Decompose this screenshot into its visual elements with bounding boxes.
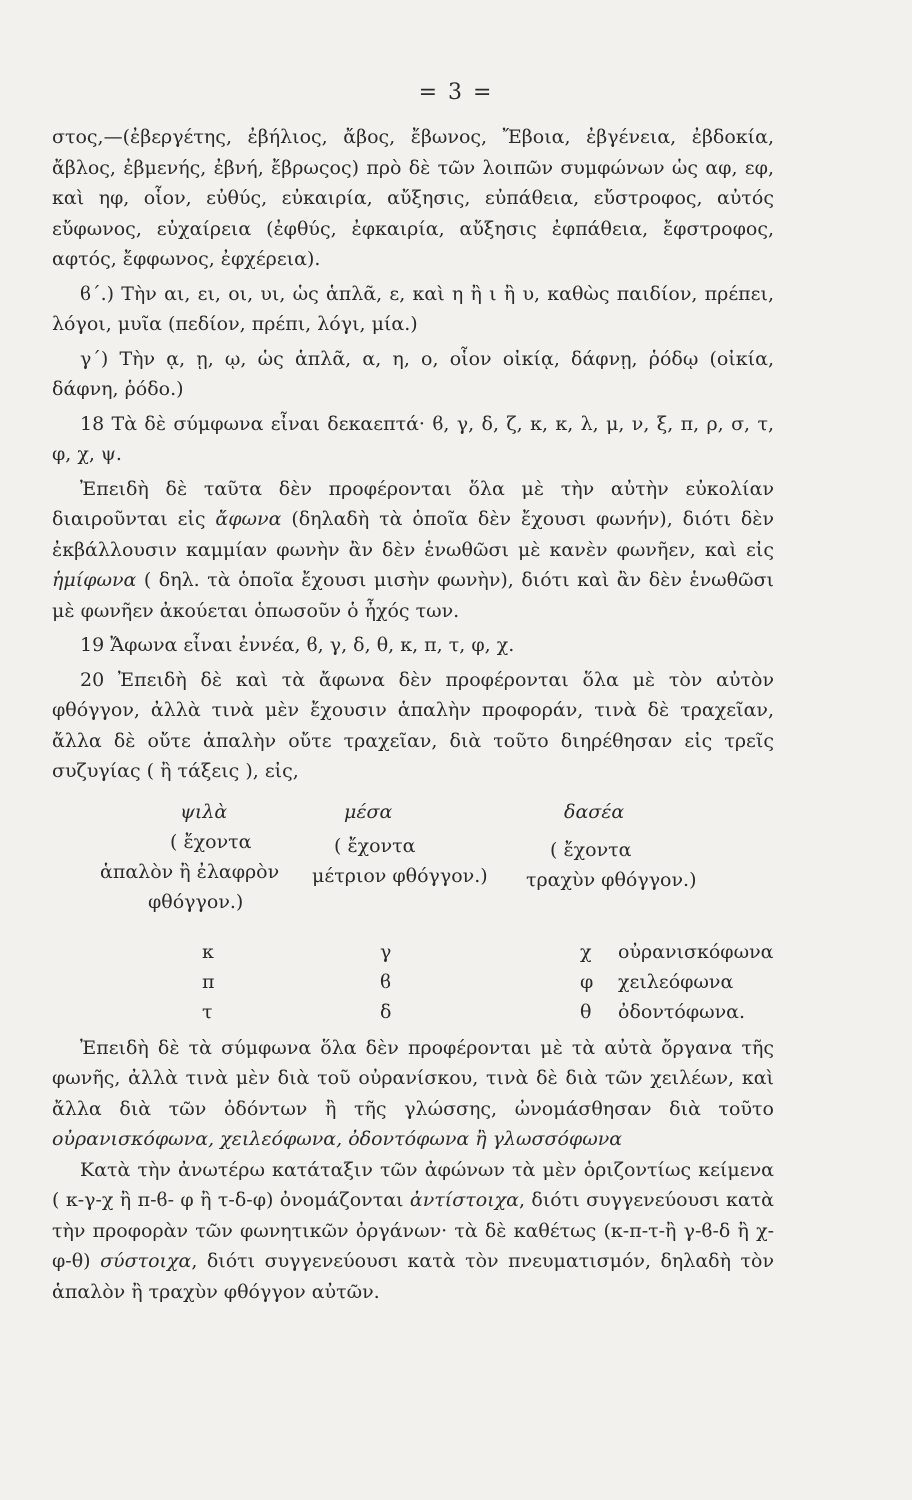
page-number: = 3 = xyxy=(418,80,494,105)
term-imifona: ἡμίφωνα xyxy=(52,569,137,591)
paragraph-eu-pronunciation: στος,—(ἐβεργέτης, ἐβήλιος, ἄβος, ἔβωνος, Ἔβοια, ἐβγένεια, ἐβδοκία, ἄβλος, ἐβμενής, ἐβνή, ἔβρωςος) πρὸ δὲ τῶν λοιπῶν συμφώνων ὡς αφ, εφ, καὶ ηφ, οἷον, εὐθύς, εὐκαιρία, αὔξησις, εὐπάθεια, εὔστροφος, αὐτός εὔφωνος, εὐχαίρεια (ἐφθύς, ἐφκαιρία, αὔξησις ἐφπάθεια, ἔφστροφος, αφτός, ἔφφωνος, ἐφχέρεια). xyxy=(52,126,774,270)
row1-meso: γ xyxy=(380,940,392,963)
section-18-consonants: 18 Τὰ δὲ σύμφωνα εἶναι δεκαεπτά· ϐ, γ, δ, ζ, κ, κ, λ, μ, ν, ξ, π, ρ, σ, τ, φ, χ, ψ. xyxy=(52,412,774,465)
text-span: , διότι συγγενεύουσι κατὰ τὸν πνευματισμόν, δηλαδὴ τὸν ἁπαλὸν ἢ τραχὺν φθόγγον αὐτῶν. xyxy=(52,1250,774,1303)
text-span: ( δηλ. τὰ ὁποῖα ἔχουσι μισὴν φωνὴν), διότι καὶ ἂν δὲν ἑνωθῶσι μὲ φωνῆεν ἀκούεται ὁπωσοῦν ὁ ἦχός των. xyxy=(52,569,774,622)
row3-dasy: θ xyxy=(580,1000,592,1023)
row3-label: ὀδοντόφωνα. xyxy=(618,1000,746,1023)
dasea-desc-1: ( ἔχοντα xyxy=(550,838,632,861)
text-span: (δηλαδὴ τὰ ὁποῖα δὲν ἔχουσι φωνήν), διότι δὲν ἐκβάλλουσιν καμμίαν φωνὴν ἂν δὲν ἑνωθῶσι μὲ κανὲν φωνῆεν, καὶ εἰς xyxy=(52,508,775,561)
term-systoicha: σύστοιχα xyxy=(100,1250,192,1272)
row3-psilo: τ xyxy=(202,1000,213,1023)
term-articulation-names: οὐρανισκόφωνα, χειλεόφωνα, ὀδοντόφωνα ἢ γλωσσόφωνα xyxy=(52,1128,623,1150)
row2-meso: ϐ xyxy=(380,970,392,993)
term-antistoicha: ἀντίστοιχα xyxy=(409,1189,519,1211)
mesa-desc-2: μέτριον φθόγγον.) xyxy=(312,864,488,887)
mesa-desc-1: ( ἔχοντα xyxy=(334,834,416,857)
row3-meso: δ xyxy=(380,1000,392,1023)
mute-letters-table xyxy=(52,937,774,1033)
row1-psilo: κ xyxy=(202,940,214,963)
text-span: , διότι συγγενεύουσι κατὰ τὴν προφορὰν τῶν φωνητικῶν ὀργάνων· τὰ δὲ καθέτως (κ-π-τ-ἢ γ-ϐ-δ ἢ χ-φ-θ) xyxy=(52,1189,774,1272)
mute-classes-columns xyxy=(52,797,774,937)
row2-label: χειλεόφωνα xyxy=(618,970,734,993)
section-20-mute-classes: 20 Ἐπειδὴ δὲ καὶ τὰ ἄφωνα δὲν προφέρονται ὅλα μὲ τὸν αὐτὸν φθόγγον, ἀλλὰ τινὰ μὲν ἔχουσιν ἁπαλὴν προφοράν, τινὰ δὲ τραχεῖαν, ἄλλα δὲ οὔτε ἁπαλὴν οὔτε τραχεῖαν, διὰ τοῦτο διηρέθησαν εἰς τρεῖς συζυγίας ( ἢ τάξεις ), εἰς, xyxy=(52,668,774,782)
paragraph-place-of-articulation xyxy=(52,1033,774,1155)
paragraph-antistoicha-systoicha xyxy=(52,1155,774,1308)
term-afona: ἄφωνα xyxy=(215,508,282,530)
text-span: Ἐπειδὴ δὲ ταῦτα δὲν προφέρονται ὅλα μὲ τὴν αὐτὴν εὐκολίαν διαιροῦνται εἰς xyxy=(52,477,774,530)
main-text xyxy=(52,122,774,1307)
paragraph-gamma-iota-subscript: γ΄) Τὴν ᾳ, ῃ, ῳ, ὡς ἁπλᾶ, α, η, ο, οἷον οἰκίᾳ, δάφνῃ, ῥόδῳ (οἰκία, δάφνη, ῥόδο.) xyxy=(52,347,774,400)
text-span: Ἐπειδὴ δὲ τὰ σύμφωνα ὅλα δὲν προφέρονται μὲ τὰ αὐτὰ ὄργανα τῆς φωνῆς, ἀλλὰ τινὰ μὲν διὰ τοῦ οὐρανίσκου, τινὰ δὲ διὰ τῶν χειλέων, καὶ ἄλλα διὰ τῶν ὀδόντων ἢ τῆς γλώσσης, ὠνομάσθησαν διὰ τοῦτο xyxy=(52,1036,774,1120)
row2-psilo: π xyxy=(202,970,215,993)
text-span: Κατὰ τὴν ἀνωτέρω κατάταξιν τῶν ἀφώνων τὰ μὲν ὁριζοντίως κείμενα ( κ-γ-χ ἢ π-ϐ- φ ἢ τ-δ-φ) ὀνομάζονται xyxy=(52,1158,774,1211)
paragraph-beta-diphthongs: ϐ΄.) Τὴν αι, ει, οι, υι, ὡς ἁπλᾶ, ε, καὶ η ἢ ι ἢ υ, καθὼς παιδίον, πρέπει, λόγοι, μυῖα (πεδίον, πρέπι, λόγι, μία.) xyxy=(52,282,774,335)
dasea-desc-2: τραχὺν φθόγγον.) xyxy=(526,868,697,891)
psila-desc-3: φθόγγον.) xyxy=(148,890,244,913)
row2-dasy: φ xyxy=(580,970,594,993)
row1-dasy: χ xyxy=(580,940,592,963)
section-19-mutes: 19 Ἄφωνα εἶναι ἐννέα, ϐ, γ, δ, θ, κ, π, τ, φ, χ. xyxy=(80,634,515,656)
paragraph-consonant-division xyxy=(52,474,774,627)
psila-desc-1: ( ἔχοντα xyxy=(170,830,252,853)
column-head-dasea: δασέα xyxy=(564,800,625,823)
row1-label: οὐρανισκόφωνα xyxy=(618,940,774,963)
column-head-mesa: μέσα xyxy=(344,800,393,823)
column-head-psila: ψιλὰ xyxy=(180,800,228,823)
psila-desc-2: ἁπαλὸν ἢ ἐλαφρὸν xyxy=(100,860,280,883)
